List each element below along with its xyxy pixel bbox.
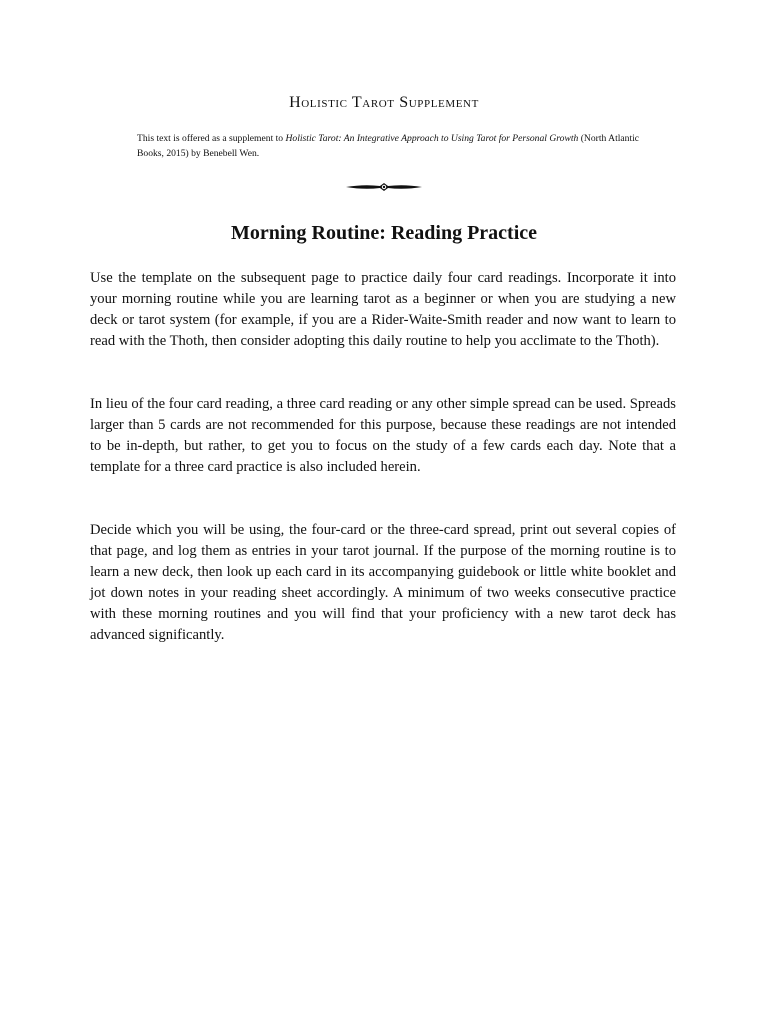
note-prefix: This text is offered as a supplement to	[137, 133, 286, 144]
body-paragraph-1: Use the template on the subsequent page to practice daily four card readings. Incorporate it into your morning routine while you are learning tarot as a beginner or when you are studying a new deck or tarot system (for example, if you are a Rider-Waite-Smith reader and now want to learn to read with the Thoth, then consider adopting this daily routine to help you acclimate to the Thoth).	[90, 270, 676, 349]
flourish-divider-icon	[344, 179, 424, 195]
book-title: Holistic Tarot: An Integrative Approach to Using Tarot for Personal Growth	[285, 133, 579, 144]
supplement-note	[137, 131, 657, 161]
article-heading: Morning Routine: Reading Practice	[230, 222, 538, 244]
supplement-title: Holistic Tarot Supplement	[289, 94, 479, 111]
note-suffix: (North Atlantic Books, 2015) by Benebell Wen.	[137, 133, 640, 159]
body-paragraph-3: Decide which you will be using, the four-card or the three-card spread, print out several copies of that page, and log them as entries in your tarot journal. If the purpose of the morning routine is to learn a new deck, then look up each card in its accompanying guidebook or little white booklet and jot down notes in your reading sheet accordingly. A minimum of two weeks consecutive practice with these morning routines and you will find that your proficiency with a new tarot deck has advanced significantly.	[90, 522, 676, 643]
body-paragraph-2: In lieu of the four card reading, a three card reading or any other simple spread can be used. Spreads larger than 5 cards are not recommended for this purpose, because these readings are not intended to be in-depth, but rather, to get you to focus on the study of a few cards each day. Note that a template for a three card practice is also included herein.	[90, 396, 676, 475]
